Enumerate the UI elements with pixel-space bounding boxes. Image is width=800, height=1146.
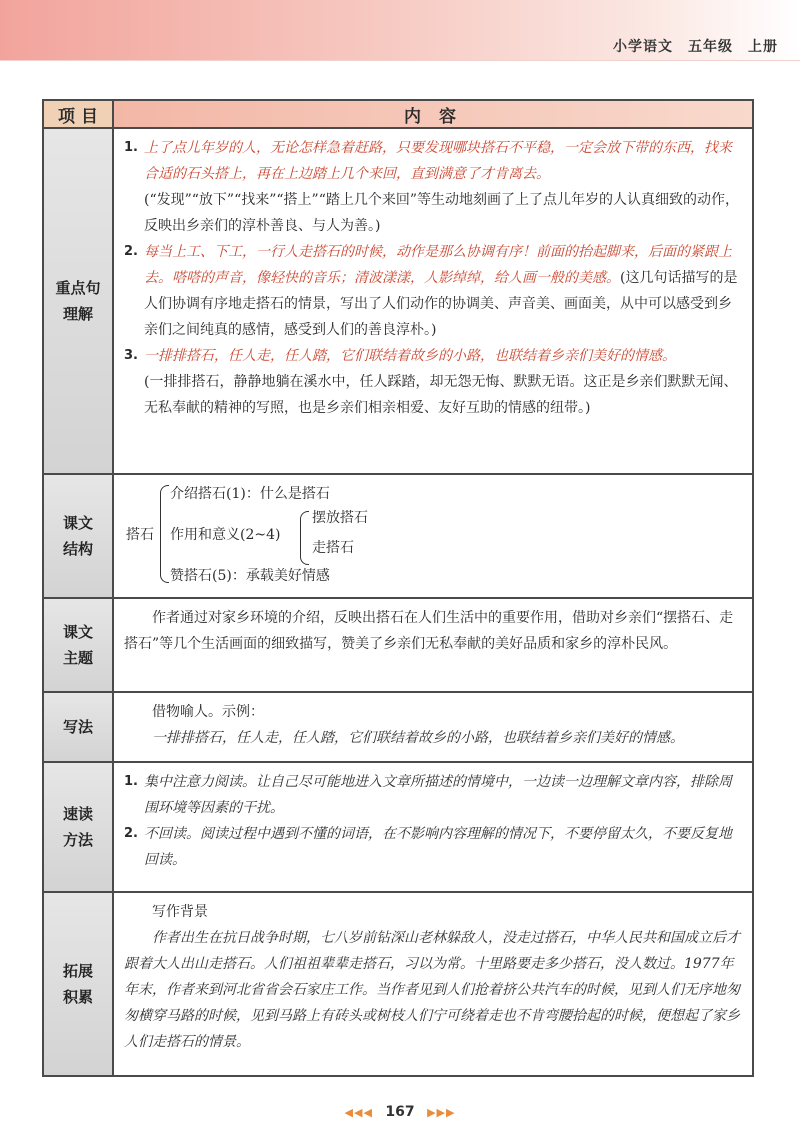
structure-diagram [124,481,742,587]
book-title: 小学语文 五年级 上册 [613,39,778,55]
row-key-sentences [44,129,752,475]
page-number: 167 [385,1104,415,1120]
label-extension: 拓展 积累 [44,893,114,1075]
quote-text: 一排排搭石，任人走，任人踏，它们联结着故乡的小路，也联结着乡亲们美好的情感。 [144,348,676,364]
row-structure [44,475,752,599]
label-writing: 写法 [44,693,114,761]
header-item-cell: 项 目 [44,101,114,127]
explanation-text: (一排排搭石，静静地躺在溪水中，任人踩踏，却无怨无悔、默默无语。这正是乡亲们默默无闻、无私奉献的精神的写照，也是乡亲们相亲相爱、友好互助的情感的纽带。) [144,374,738,416]
writing-line: 借物喻人。示例： [152,704,264,720]
list-item: 1. 集中注意力阅读。让自己尽可能地进入文章所描述的情境中，一边读一边理解文章内容，排除周围环境等因素的干扰。 [124,774,732,816]
content-structure [114,475,752,597]
label-theme: 课文 主题 [44,599,114,691]
structure-root: 搭石 [126,527,154,543]
structure-part: 作用和意义(2~4) [170,527,281,543]
list-item: 2. 每当上工、下工，一行人走搭石的时候，动作是那么协调有序！前面的抬起脚来，后面的紧跟上去。嗒嗒的声音，像轻快的音乐；清波漾漾，人影绰绰，给人画一般的美感。(这几句话描写的是人们协调有序地走搭石的情景，写出了人们动作的协调美、声音美、画面美，从中可以感受到乡亲们之间纯真的感情，感受到人们的善良淳朴。) [124,244,738,338]
header-content-cell: 内 容 [114,101,752,127]
label-key-sentences: 重点句 理解 [44,129,114,473]
extension-text: 作者出生在抗日战争时期，七八岁前钻深山老林躲敌人，没走过搭石，中华人民共和国成立后才跟着大人出山走搭石。人们祖祖辈辈走搭石，习以为常。十里路要走多少搭石，没人数过。1977年年末，作者来到河北省省会石家庄工作。当作者见到人们抢着挤公共汽车的时候，见到人们无序地匆匆横穿马路的时候，见到马路上有砖头或树枝人们宁可绕着走也不肯弯腰拾起的时候，便想起了家乡人们走搭石的情景。 [124,930,740,1050]
label-speed-reading: 速读 方法 [44,763,114,891]
content-extension [114,893,752,1075]
page-footer [0,1104,800,1120]
list-item: 3. 一排排搭石，任人走，任人踏，它们联结着故乡的小路，也联结着乡亲们美好的情感。 [124,343,742,369]
content-speed-reading [114,763,752,891]
row-extension [44,893,752,1075]
explanation-text: (“发现”“放下”“找来”“搭上”“踏上几个来回”等生动地刻画了上了点儿年岁的人认真细致的动作，反映出乡亲们的淳朴善良、与人为善。) [144,192,740,234]
summary-table [42,99,754,1077]
content-key-sentences [114,129,752,473]
content-writing [114,693,752,761]
row-speed-reading [44,763,752,893]
structure-subpart: 走搭石 [312,540,354,556]
row-theme [44,599,752,693]
right-arrows-icon: ▶▶▶ [427,1106,456,1119]
explanation-text: (这几句话描写的是人们协调有序地走搭石的情景，写出了人们动作的协调美、声音美、画面美，从中可以感受到乡亲们之间纯真的感情，感受到人们的善良淳朴。) [144,270,738,338]
writing-example: 一排排搭石，任人走，任人踏，它们联结着故乡的小路，也联结着乡亲们美好的情感。 [152,730,684,746]
list-item: 2. 不回读。阅读过程中遇到不懂的词语，在不影响内容理解的情况下，不要停留太久，不要反复地回读。 [124,826,732,868]
theme-text: 作者通过对家乡环境的介绍，反映出搭石在人们生活中的重要作用，借助对乡亲们“摆搭石、走搭石”等几个生活画面的细致描写，赞美了乡亲们无私奉献的美好品质和家乡的淳朴民风。 [124,610,734,652]
table-header-row [44,101,752,129]
structure-part: 赞搭石(5)：承载美好情感 [170,568,330,584]
extension-subtitle: 写作背景 [152,904,208,920]
quote-text: 上了点儿年岁的人，无论怎样急着赶路，只要发现哪块搭石不平稳，一定会放下带的东西，找来合适的石头搭上，再在上边踏上几个来回，直到满意了才肯离去。 [144,140,732,182]
brace-icon [160,485,169,583]
brace-icon [300,511,309,565]
label-structure: 课文 结构 [44,475,114,597]
list-item: 1. 上了点儿年岁的人，无论怎样急着赶路，只要发现哪块搭石不平稳，一定会放下带的东西，找来合适的石头搭上，再在上边踏上几个来回，直到满意了才肯离去。 [124,135,742,187]
structure-subpart: 摆放搭石 [312,510,368,526]
left-arrows-icon: ◀◀◀ [344,1106,373,1119]
quote-text: 每当上工、下工，一行人走搭石的时候，动作是那么协调有序！前面的抬起脚来，后面的紧跟上去。嗒嗒的声音，像轻快的音乐；清波漾漾，人影绰绰，给人画一般的美感。 [144,244,732,286]
structure-part: 介绍搭石(1)：什么是搭石 [170,486,330,502]
row-writing [44,693,752,763]
content-theme [114,599,752,691]
